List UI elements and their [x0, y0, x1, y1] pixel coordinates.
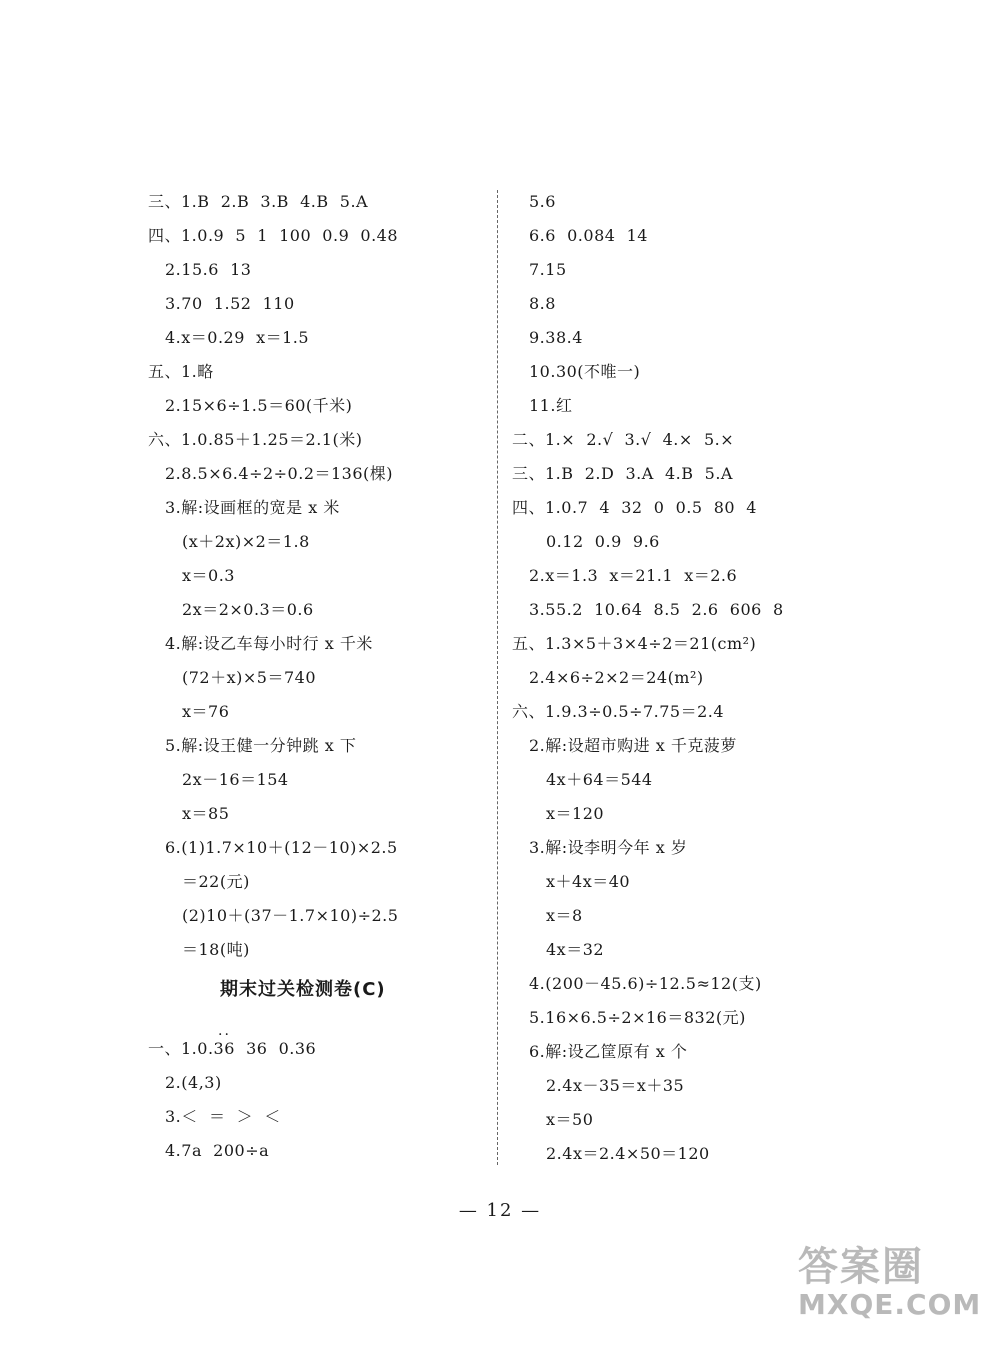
- answer-line: 4.x＝0.29 x＝1.5: [165, 328, 310, 347]
- answer-line: 8.8: [529, 294, 556, 313]
- answer-line: 2.x＝1.3 x＝21.1 x＝2.6: [529, 566, 738, 585]
- answer-line: 3.解:设李明今年 x 岁: [529, 838, 688, 857]
- answer-line: x＝120: [546, 804, 605, 823]
- answer-line: ＝22(元): [182, 872, 250, 891]
- answer-line: x＝76: [182, 702, 230, 721]
- answer-line: 11.红: [529, 396, 573, 415]
- watermark-bottom-text: MXQE.COM: [798, 1288, 982, 1321]
- answer-line: x＝8: [546, 906, 583, 925]
- answer-line: 六、1.0.85＋1.25＝2.1(米): [148, 430, 363, 449]
- answer-line: 4.解:设乙车每小时行 x 千米: [165, 634, 373, 653]
- answer-line: 3.70 1.52 110: [165, 294, 295, 313]
- answer-line: 二、1.× 2.√ 3.√ 4.× 5.×: [512, 430, 735, 449]
- answer-line: 2.解:设超市购进 x 千克菠萝: [529, 736, 737, 755]
- answer-line: 2.(4,3): [165, 1073, 222, 1092]
- answer-line: 3.55.2 10.64 8.5 2.6 606 8: [529, 600, 784, 619]
- answer-line: 三、1.B 2.B 3.B 4.B 5.A: [148, 192, 369, 211]
- answer-line: 六、1.9.3÷0.5÷7.75＝2.4: [512, 702, 725, 721]
- answer-line: 2.8.5×6.4÷2÷0.2＝136(棵): [165, 464, 394, 483]
- answer-line: x＝0.3: [182, 566, 235, 585]
- watermark-top-text: 答案圈: [798, 1244, 924, 1290]
- answer-line: x＝85: [182, 804, 230, 823]
- answer-line: 3.解:设画框的宽是 x 米: [165, 498, 340, 517]
- answer-line: 2.4x－35＝x＋35: [546, 1076, 685, 1095]
- answer-line: 2.15×6÷1.5＝60(千米): [165, 396, 353, 415]
- answer-line: 4.7a 200÷a: [165, 1141, 270, 1160]
- answer-line: x＋4x＝40: [546, 872, 631, 891]
- answer-line: 7.15: [529, 260, 567, 279]
- answer-line: (x＋2x)×2＝1.8: [182, 532, 310, 551]
- answer-line: ＝18(吨): [182, 940, 250, 959]
- answer-line: 2x＝2×0.3＝0.6: [182, 600, 314, 619]
- answer-line: x＝50: [546, 1110, 594, 1129]
- answer-line: 4.(200－45.6)÷12.5≈12(支): [529, 974, 762, 993]
- section-title: 期末过关检测卷(C): [220, 979, 386, 1000]
- answer-line: 三、1.B 2.D 3.A 4.B 5.A: [512, 464, 733, 483]
- answer-line: 五、1.3×5＋3×4÷2＝21(cm²): [512, 634, 757, 653]
- answer-line: 一、1.0.36 36 0.36: [148, 1039, 317, 1058]
- answer-line: 四、1.0.7 4 32 0 0.5 80 4: [512, 498, 757, 517]
- answer-line: (2)10＋(37－1.7×10)÷2.5: [182, 906, 399, 925]
- answer-line: 6.6 0.084 14: [529, 226, 648, 245]
- answer-line: 5.16×6.5÷2×16＝832(元): [529, 1008, 746, 1027]
- answer-line: 0.12 0.9 9.6: [546, 532, 660, 551]
- answer-line: 2.4×6÷2×2＝24(m²): [529, 668, 704, 687]
- answer-line: 6.解:设乙筐原有 x 个: [529, 1042, 688, 1061]
- answer-line: 5.6: [529, 192, 556, 211]
- watermark-logo: [798, 1244, 988, 1329]
- answer-line: 2.15.6 13: [165, 260, 252, 279]
- answer-line: 3.＜ ＝ ＞ ＜: [165, 1107, 281, 1126]
- repeating-decimal-dots: ..: [218, 1023, 231, 1039]
- answer-line: 5.解:设王健一分钟跳 x 下: [165, 736, 357, 755]
- answer-line: (72＋x)×5＝740: [182, 668, 316, 687]
- column-divider: [497, 190, 498, 1165]
- answer-line: 4x＋64＝544: [546, 770, 653, 789]
- page-number: — 12 —: [458, 1200, 542, 1221]
- answer-line: 9.38.4: [529, 328, 583, 347]
- answer-line: 2.4x＝2.4×50＝120: [546, 1144, 710, 1163]
- answer-line: 6.(1)1.7×10＋(12－10)×2.5: [165, 838, 398, 857]
- answer-line: 2x－16＝154: [182, 770, 289, 789]
- answer-line: 五、1.略: [148, 362, 214, 381]
- answer-line: 10.30(不唯一): [529, 362, 641, 381]
- answer-line: 4x＝32: [546, 940, 605, 959]
- answer-line: 四、1.0.9 5 1 100 0.9 0.48: [148, 226, 399, 245]
